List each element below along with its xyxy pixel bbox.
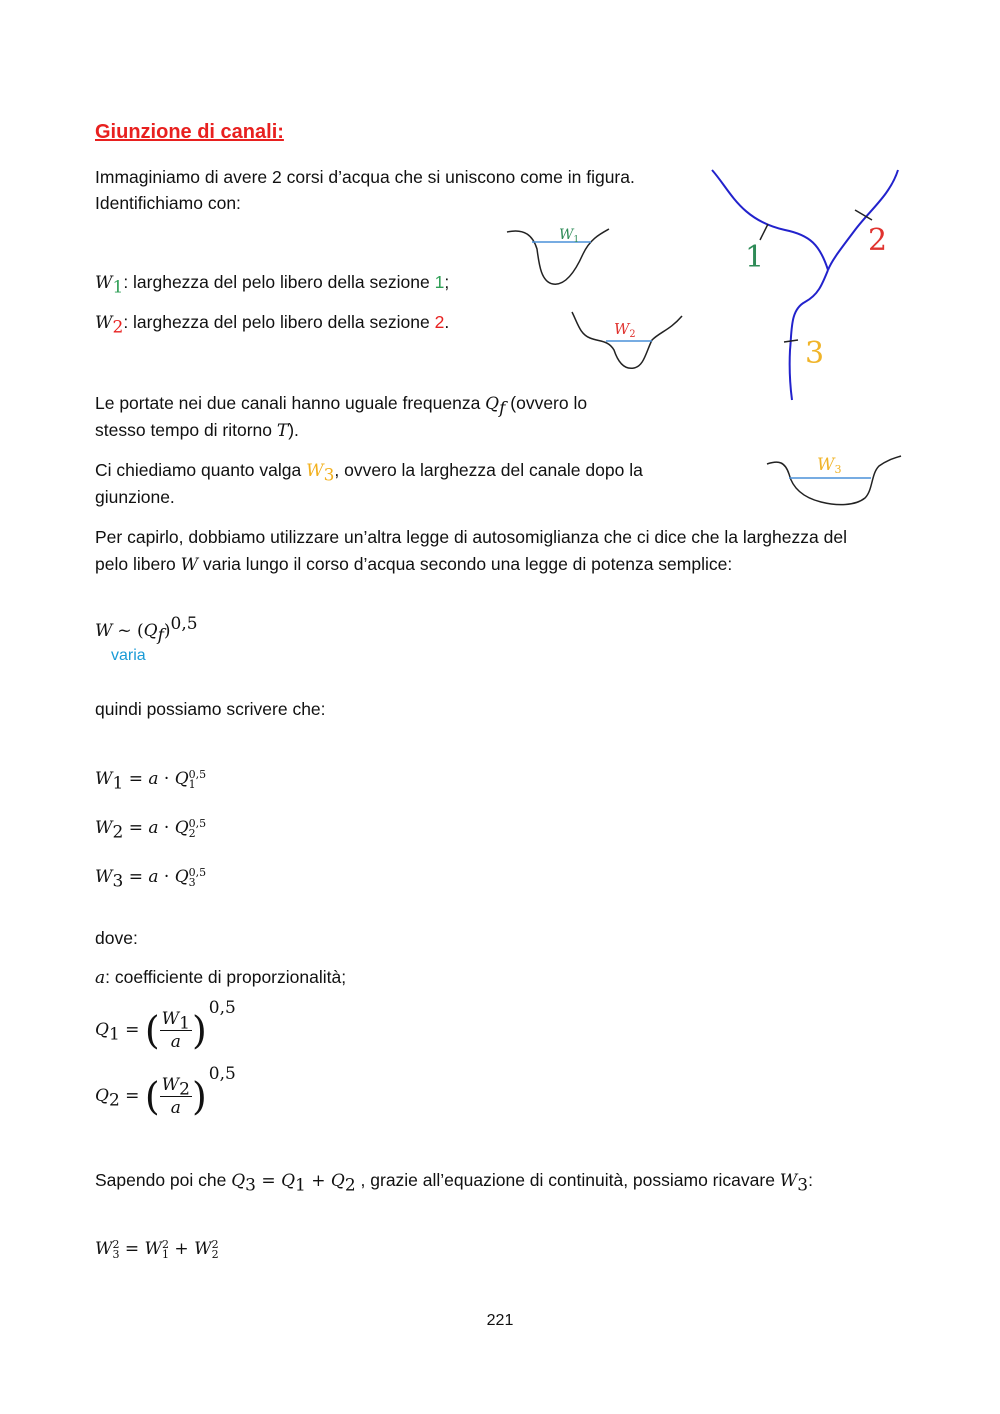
cross-section-w2 xyxy=(570,310,685,375)
equation-final: W 2 3 = W 2 1 + W 2 2 xyxy=(95,1238,219,1261)
equation-q2: $Q_2$ = ( $\frac{W_2}{a}$ )$^{0,5}$ xyxy=(95,1064,236,1119)
intro-line-1: Immaginiamo di avere 2 corsi d’acqua che si uniscono come in figura. xyxy=(95,167,635,187)
definition-w1: $W_1$: larghezza del pelo libero della sezione 1; xyxy=(95,272,450,298)
equation-q1: $Q_1$ = ( $\frac{W_1}{a}$ )$^{0,5}$ xyxy=(95,998,236,1053)
continuity-text: Sapendo poi che $Q_3 = Q_1 + Q_2$ , grazie all’equazione di continuità, possiamo ricavare $W_3$: xyxy=(95,1170,813,1196)
river-label-2: 2 xyxy=(868,223,888,258)
river-junction-figure xyxy=(690,160,910,410)
question-line-2: giunzione. xyxy=(95,487,175,507)
section-label-w2: $W_2$ xyxy=(614,320,636,340)
river-label-3: 3 xyxy=(805,336,825,371)
portate-line-1: Le portate nei due canali hanno uguale frequenza $Q_f$ (ovvero lo xyxy=(95,393,588,419)
portate-line-2: stesso tempo di ritorno T). xyxy=(95,420,299,441)
equation-w1: $W_1 = a \cdot Q$ 0,5 1 xyxy=(95,768,207,794)
equation-power-law: W ~ $(Q_f)^{0,5}$ xyxy=(95,614,198,646)
law-line-1: Per capirlo, dobbiamo utilizzare un’altra legge di autosomiglianza che ci dice che la larghezza del xyxy=(95,527,847,547)
page-number: 221 xyxy=(486,1312,514,1329)
page-title: Giunzione di canali: xyxy=(95,121,284,143)
annotation-varia: varia xyxy=(111,647,146,664)
section-label-w1: $W_1$ xyxy=(559,227,580,245)
equation-w3: $W_3 = a \cdot Q$ 0,5 3 xyxy=(95,866,207,892)
where-text: dove: xyxy=(95,928,138,948)
law-line-2: pelo libero W varia lungo il corso d’acqua secondo una legge di potenza semplice: xyxy=(95,554,733,575)
cross-section-w3 xyxy=(765,450,905,515)
intro-line-2: Identifichiamo con: xyxy=(95,193,241,213)
river-label-1: 1 xyxy=(745,240,765,275)
then-text: quindi possiamo scrivere che: xyxy=(95,699,326,719)
definition-w2: $W_2$: larghezza del pelo libero della sezione 2. xyxy=(95,312,450,338)
equation-w2: $W_2 = a \cdot Q$ 0,5 2 xyxy=(95,817,207,843)
section-label-w3: W3 xyxy=(817,455,842,476)
question-line-1: Ci chiediamo quanto valga $W_3$, ovvero la larghezza del canale dopo la xyxy=(95,460,643,486)
cross-section-w1 xyxy=(505,224,615,289)
coefficient-definition: a: coefficiente di proporzionalità; xyxy=(95,967,347,988)
